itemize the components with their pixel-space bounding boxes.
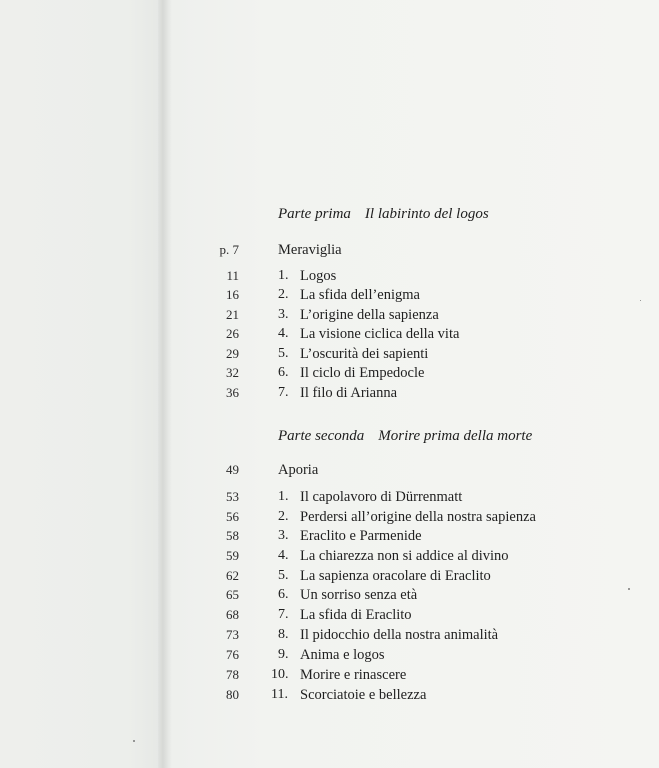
chapter-number: 6. xyxy=(278,365,289,380)
entry-title: La sfida dell’enigma xyxy=(300,287,420,303)
page-number: 73 xyxy=(226,627,239,642)
chapter-number: 4. xyxy=(278,326,289,341)
chapter-number: 7. xyxy=(278,385,289,400)
page-number: 62 xyxy=(226,568,239,583)
page-number: 32 xyxy=(226,365,239,380)
chapter-number: 5. xyxy=(278,346,289,361)
page-number: 36 xyxy=(226,385,239,400)
toc-entry xyxy=(0,324,640,344)
entry-title: La chiarezza non si addice al divino xyxy=(300,548,509,564)
toc-entry xyxy=(0,546,640,566)
chapter-number: 7. xyxy=(278,607,289,622)
chapter-number: 8. xyxy=(278,627,289,642)
entry-title: Perdersi all’origine della nostra sapienza xyxy=(300,509,536,525)
page-number: 58 xyxy=(226,528,239,543)
entry-title: La sapienza oracolare di Eraclito xyxy=(300,568,491,584)
part-heading xyxy=(278,428,532,445)
toc-entry xyxy=(0,665,640,685)
part-title: Morire prima della morte xyxy=(378,428,533,444)
paper-speck xyxy=(133,740,135,742)
page-number: 26 xyxy=(226,326,239,341)
entry-title: Il ciclo di Empedocle xyxy=(300,365,425,381)
entry-title: Morire e rinascere xyxy=(300,667,407,683)
page-number: 16 xyxy=(226,287,239,302)
page-number: 68 xyxy=(226,607,239,622)
part-title: Il labirinto del logos xyxy=(364,206,489,222)
toc-entry xyxy=(0,266,640,286)
toc-intro-entry xyxy=(0,460,640,480)
entry-title: Scorciatoie e bellezza xyxy=(300,687,427,703)
page-number: 53 xyxy=(226,489,239,504)
chapter-number: 3. xyxy=(278,307,289,322)
chapter-number: 2. xyxy=(278,287,289,302)
entry-title: L’oscurità dei sapienti xyxy=(300,346,429,362)
toc-entry xyxy=(0,625,640,645)
page-number: 80 xyxy=(226,687,239,702)
page-number: p. 7 xyxy=(219,242,239,257)
toc-entry xyxy=(0,685,640,705)
entry-title: Il filo di Arianna xyxy=(300,385,398,401)
paper-speck xyxy=(628,588,630,590)
page-number: 65 xyxy=(226,587,239,602)
entry-title: Anima e logos xyxy=(300,647,385,663)
entry-title: Il capolavoro di Dürrenmatt xyxy=(300,489,463,505)
chapter-number: 11. xyxy=(271,687,288,702)
chapter-number: 5. xyxy=(278,568,289,583)
chapter-number: 9. xyxy=(278,647,289,662)
entry-title: Logos xyxy=(300,268,337,284)
toc-entry xyxy=(0,526,640,546)
toc-intro-entry xyxy=(0,240,640,260)
entry-title: Eraclito e Parmenide xyxy=(300,528,422,544)
toc-entry xyxy=(0,507,640,527)
entry-title: La visione ciclica della vita xyxy=(300,326,460,342)
entry-title: Aporia xyxy=(278,462,319,478)
chapter-number: 1. xyxy=(278,489,289,504)
page-number: 56 xyxy=(226,509,239,524)
entry-title: Meraviglia xyxy=(278,242,342,258)
entry-title: Il pidocchio della nostra animalità xyxy=(300,627,499,643)
chapter-number: 4. xyxy=(278,548,289,563)
entry-title: Un sorriso senza età xyxy=(300,587,418,603)
entry-title: L’origine della sapienza xyxy=(300,307,439,323)
part-label: Parte prima xyxy=(278,206,351,222)
page-number: 29 xyxy=(226,346,239,361)
toc-entry xyxy=(0,645,640,665)
toc-entry xyxy=(0,363,640,383)
toc-entry xyxy=(0,585,640,605)
page-number: 49 xyxy=(226,462,239,477)
toc-entry xyxy=(0,285,640,305)
toc-entry xyxy=(0,605,640,625)
chapter-number: 2. xyxy=(278,509,289,524)
page-number: 76 xyxy=(226,647,239,662)
chapter-number: 1. xyxy=(278,268,289,283)
paper-speck xyxy=(640,300,641,301)
toc-entry xyxy=(0,344,640,364)
page-number: 21 xyxy=(226,307,239,322)
chapter-number: 10. xyxy=(271,667,289,682)
page-number: 78 xyxy=(226,667,239,682)
chapter-number: 3. xyxy=(278,528,289,543)
page-number: 59 xyxy=(226,548,239,563)
page-number: 11 xyxy=(226,268,239,283)
toc-entry xyxy=(0,487,640,507)
part-heading xyxy=(278,206,489,223)
part-label: Parte seconda xyxy=(278,428,365,444)
entry-title: La sfida di Eraclito xyxy=(300,607,412,623)
chapter-number: 6. xyxy=(278,587,289,602)
toc-entry xyxy=(0,566,640,586)
toc-entry xyxy=(0,305,640,325)
toc-entry xyxy=(0,383,640,403)
